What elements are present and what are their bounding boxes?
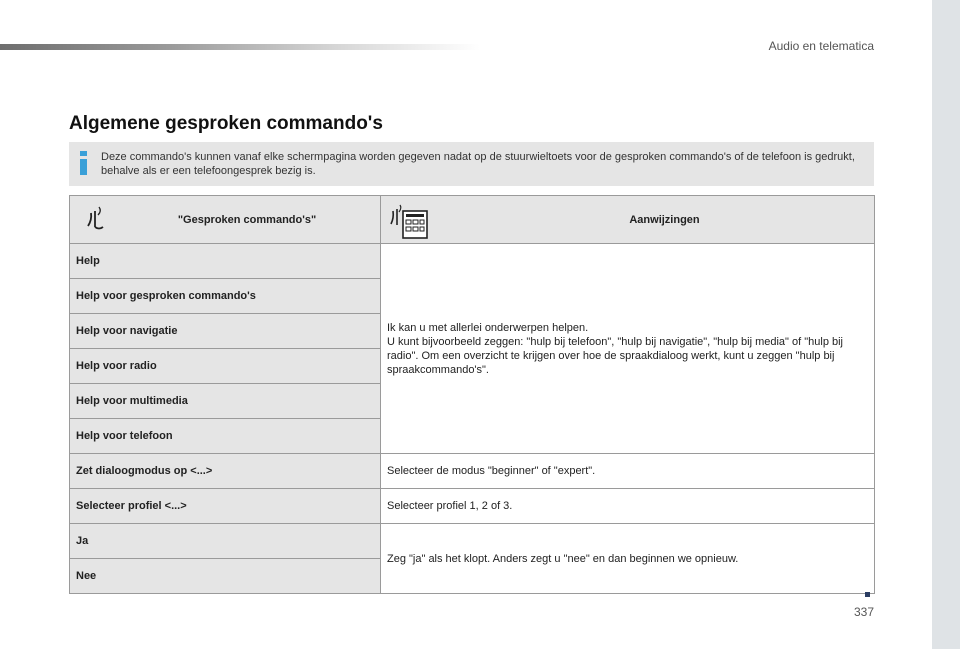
voice-screen-icon — [387, 200, 431, 240]
info-text: Deze commando's kunnen vanaf elke schermpagina worden gegeven nadat op de stuurwieltoets voor de gesproken commando's of de telefoon is gedrukt, behalve als er een telefoongesprek bezig is. — [101, 151, 855, 177]
table-row — [70, 454, 875, 489]
command-cell: Help voor telefoon — [70, 419, 381, 454]
command-cell: Help voor radio — [70, 349, 381, 384]
commands-table — [69, 195, 875, 594]
header-gradient-bar — [0, 44, 480, 50]
table-row — [70, 524, 875, 559]
command-cell: Help voor navigatie — [70, 314, 381, 349]
commands-column-label: "Gesproken commando's" — [177, 213, 317, 226]
page-number: 337 — [853, 605, 874, 619]
table-row — [70, 489, 875, 524]
command-cell: Help voor gesproken commando's — [70, 279, 381, 314]
side-strip — [932, 0, 960, 649]
table-row — [70, 244, 875, 279]
commands-column-header — [70, 196, 381, 244]
info-box — [69, 142, 874, 186]
command-cell: Ja — [70, 524, 381, 559]
instruction-cell: Zeg "ja" als het klopt. Anders zegt u "nee" en dan beginnen we opnieuw. — [381, 524, 875, 594]
command-cell: Help voor multimedia — [70, 384, 381, 419]
command-cell: Help — [70, 244, 381, 279]
command-cell: Zet dialoogmodus op <...> — [70, 454, 381, 489]
section-label: Audio en telematica — [768, 39, 874, 53]
notes-column-label: Aanwijzingen — [629, 213, 700, 226]
command-cell: Nee — [70, 559, 381, 594]
notes-column-header — [381, 196, 875, 244]
table-header-row — [70, 196, 875, 244]
instruction-cell: Selecteer profiel 1, 2 of 3. — [381, 489, 875, 524]
command-cell: Selecteer profiel <...> — [70, 489, 381, 524]
instruction-cell: Selecteer de modus "beginner" of "expert". — [381, 454, 875, 489]
instruction-cell: Ik kan u met allerlei onderwerpen helpen. U kunt bijvoorbeeld zeggen: "hulp bij telefoon", "hulp bij navigatie", "hulp bij media" of "hulp bij radio". Om een overzicht te krijgen over hoe de spraakdialoog werkt, kunt u zeggen "hulp bij spraakcommando's". — [381, 244, 875, 454]
info-icon — [80, 151, 87, 175]
table-body — [70, 244, 875, 594]
page-title: Algemene gesproken commando's — [69, 113, 383, 134]
voice-command-icon — [76, 200, 120, 240]
page-marker — [865, 592, 870, 597]
